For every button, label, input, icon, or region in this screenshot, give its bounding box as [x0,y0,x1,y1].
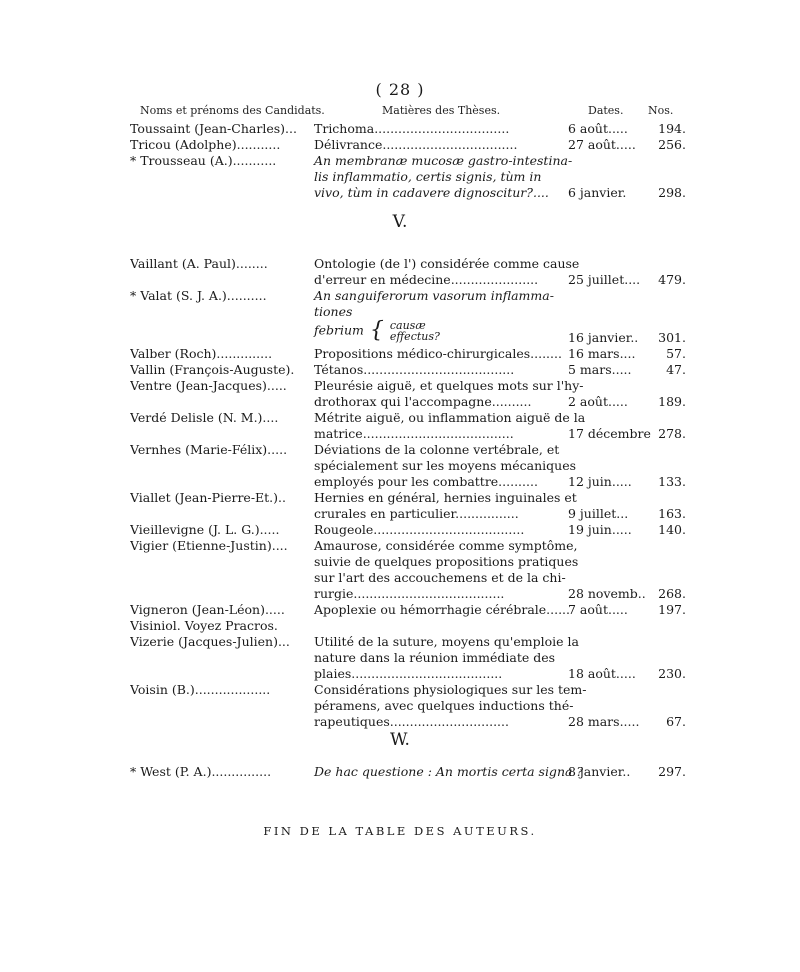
candidate-name: Vieillevigne (J. L. G.)..... [130,522,280,537]
thesis-date: 12 juin..... [568,474,632,489]
thesis-number: 278. [658,426,686,441]
header-dates: Dates. [588,104,624,117]
thesis-subject: Hernies en général, hernies inguinales et crurales en particulier................ [314,490,577,521]
thesis-subject: Pleurésie aiguë, et quelques mots sur l'hy- drothorax qui l'accompagne.......... [314,378,584,409]
thesis-date: 25 juillet.... [568,272,641,287]
candidate-name: Visiniol. Voyez Pracros. [130,618,278,633]
thesis-number: 479. [658,272,686,287]
thesis-date: 6 janvier. [568,185,627,200]
thesis-subject: Amaurose, considérée comme symptôme, suivie de quelques propositions pratiques sur l'art des accouchemens et de la chi- rurgie...................................... [314,538,579,601]
thesis-subject: Délivrance.................................. [314,137,518,152]
thesis-subject: Utilité de la suture, moyens qu'emploie la nature dans la réunion immédiate des plaies...................................... [314,634,579,681]
thesis-number: 230. [658,666,686,681]
thesis-date: 6 août..... [568,121,628,136]
thesis-date: 2 août..... [568,394,628,409]
thesis-number: 47. [666,362,686,377]
thesis-number: 189. [658,394,686,409]
candidate-name: Ventre (Jean-Jacques)..... [130,378,287,393]
candidate-name: Toussaint (Jean-Charles)... [130,121,297,136]
header-subjects: Matières des Thèses. [382,104,501,117]
thesis-number: 67. [666,714,686,729]
thesis-subject: Métrite aiguë, ou inflammation aiguë de la matrice...................................... [314,410,586,441]
candidate-name: Verdé Delisle (N. M.).... [130,410,279,425]
thesis-date: 28 mars..... [568,714,640,729]
thesis-subject: Rougeole...................................... [314,522,525,537]
thesis-subject: Trichoma.................................. [314,121,510,136]
candidate-name: Vigneron (Jean-Léon)..... [130,602,285,617]
thesis-subject: An sanguiferorum vasorum inflamma- tiones [314,288,554,319]
thesis-number: 133. [658,474,686,489]
candidate-name: * West (P. A.)............... [130,764,272,779]
thesis-subject: De hac questione : An mortis certa signa ? [314,764,584,779]
candidate-name: Vizerie (Jacques-Julien)... [130,634,290,649]
curly-brace-icon: { [369,318,384,343]
candidate-name: * Trousseau (A.)........... [130,153,277,168]
candidate-name: Vigier (Etienne-Justin).... [130,538,288,553]
table-row [130,318,686,346]
thesis-date: 27 août..... [568,137,636,152]
thesis-date: 19 juin..... [568,522,632,537]
thesis-number: 268. [658,586,686,601]
end-of-table-footer: FIN DE LA TABLE DES AUTEURS. [263,824,537,838]
thesis-subject: Déviations de la colonne vertébrale, et spécialement sur les moyens mécaniques employés pour les combattre.......... [314,442,577,489]
section-letter-w: W. [390,730,410,750]
section-letter-v: V. [392,212,408,232]
header-names: Noms et prénoms des Candidats. [140,104,325,117]
candidate-name: * Valat (S. J. A.).......... [130,288,267,303]
candidate-name: Vernhes (Marie-Félix)..... [130,442,288,457]
candidate-name: Voisin (B.)................... [130,682,271,697]
thesis-number: 57. [666,346,686,361]
candidate-name: Valber (Roch).............. [130,346,273,361]
thesis-date: 9 juillet... [568,506,629,521]
thesis-date: 28 novemb.. [568,586,646,601]
thesis-subject: Tétanos...................................... [314,362,515,377]
thesis-date: 8 janvier.. [568,764,631,779]
thesis-date: 18 août..... [568,666,636,681]
thesis-subject: Propositions médico-chirurgicales........ [314,346,562,361]
thesis-number: 194. [658,121,686,136]
thesis-number: 163. [658,506,686,521]
thesis-subject: Apoplexie ou hémorrhagie cérébrale...... [314,602,571,617]
thesis-number: 140. [658,522,686,537]
thesis-date: 16 mars.... [568,346,636,361]
thesis-date: 7 août..... [568,602,628,617]
thesis-subject: febrium { causæ effectus? [314,318,440,343]
thesis-number: 197. [658,602,686,617]
thesis-date: 17 décembre [568,426,651,441]
thesis-number: 298. [658,185,686,200]
thesis-number: 301. [658,330,686,345]
page-number: ( 28 ) [375,80,425,99]
candidate-name: Viallet (Jean-Pierre-Et.).. [130,490,286,505]
thesis-subject: An membranæ mucosæ gastro-intestina- lis inflammatio, certis signis, tùm in vivo, tùm in cadavere dignoscitur?.... [314,153,573,200]
candidate-name: Tricou (Adolphe)........... [130,137,281,152]
thesis-number: 256. [658,137,686,152]
thesis-subject: Ontologie (de l') considérée comme cause d'erreur en médecine...................... [314,256,580,287]
candidate-name: Vallin (François-Auguste). [130,362,295,377]
thesis-date: 5 mars..... [568,362,632,377]
candidate-name: Vaillant (A. Paul)........ [130,256,268,271]
thesis-date: 16 janvier.. [568,330,639,345]
thesis-number: 297. [658,764,686,779]
thesis-subject: Considérations physiologiques sur les tem- péramens, avec quelques inductions thé- rapeutiques.............................. [314,682,587,729]
header-numbers: Nos. [648,104,674,117]
